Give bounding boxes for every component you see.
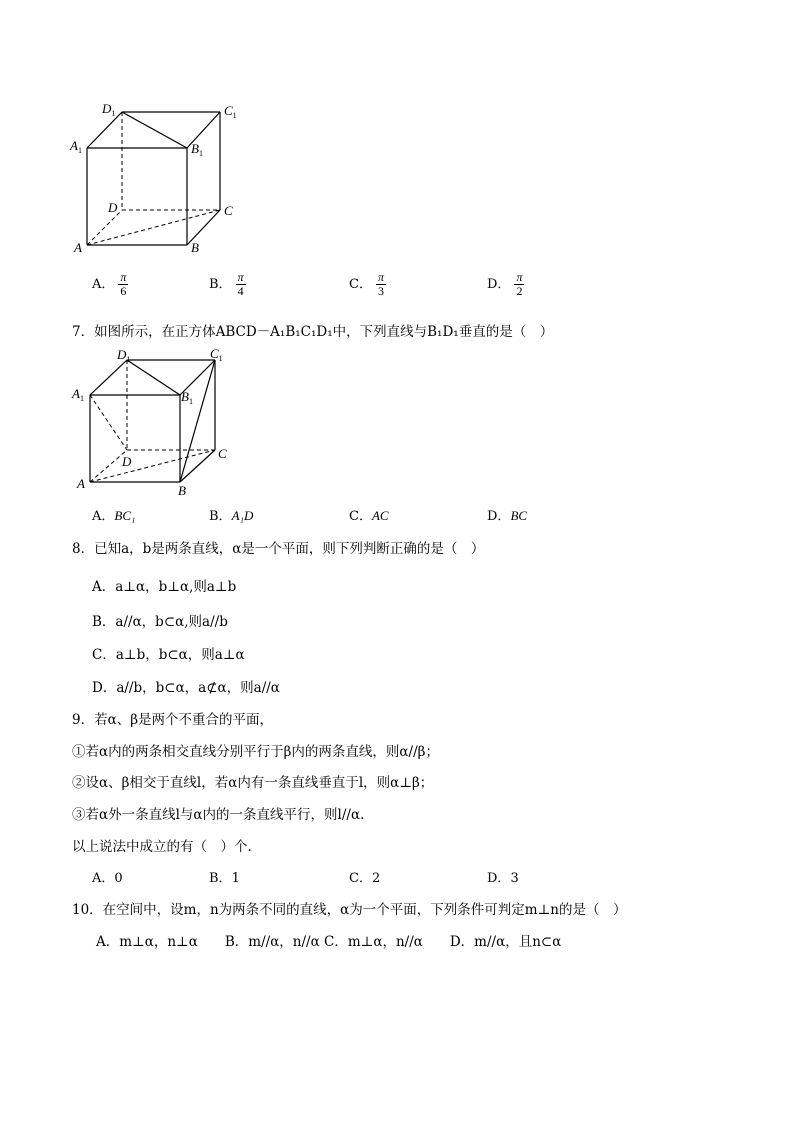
q9-stem: 9．若α、β是两个不重合的平面， <box>72 712 274 728</box>
cube-figure-q6 <box>60 95 260 260</box>
q8-stem: 8．已知a，b是两条直线，α是一个平面，则下列判断正确的是（ ） <box>72 541 485 557</box>
q9-option-b[interactable]: B．1 <box>209 871 240 886</box>
label-B: B <box>191 240 199 255</box>
q6-option-b[interactable]: B． $\frac{\pi}{4}$ <box>209 270 244 298</box>
q7-options <box>92 505 552 525</box>
q10-stem: 10．在空间中，设m，n为两条不同的直线，α为一个平面，下列条件可判定m⊥n的是（ ） <box>72 902 627 918</box>
q9-statement-1: ①若α内的两条相交直线分别平行于β内的两条直线，则α//β； <box>72 744 439 760</box>
label-C: C <box>224 203 233 218</box>
label-D1: $D_1$ <box>102 101 116 118</box>
q6-option-d[interactable]: D． $\frac{\pi}{2}$ <box>487 270 523 298</box>
q7-option-b[interactable]: B．A₁D <box>209 508 254 524</box>
q9-options <box>92 867 552 887</box>
label-A1: $A_1$ <box>70 138 82 155</box>
q6-options <box>92 271 552 305</box>
label-B1-q7: $B_1$ <box>181 389 193 406</box>
q7-option-d[interactable]: D．BC <box>487 508 528 524</box>
q6-option-c[interactable]: C． $\frac{\pi}{3}$ <box>349 270 384 298</box>
cube-figure-q7 <box>60 340 260 500</box>
q9-option-c[interactable]: C．2 <box>349 871 381 886</box>
q9-option-a[interactable]: A．0 <box>92 871 123 886</box>
label-B-q7: B <box>178 483 186 498</box>
label-C-q7: C <box>218 446 227 461</box>
q8-option-a[interactable]: A．a⊥α，b⊥α,则a⊥b <box>92 579 237 595</box>
q7-option-c[interactable]: C．AC <box>349 508 389 524</box>
q10-options[interactable]: A．m⊥α，n⊥α B．m//α，n//α C．m⊥α，n//α D．m//α，且n⊂α <box>96 934 562 950</box>
q9-statement-2: ②设α、β相交于直线l，若α内有一条直线垂直于l，则α⊥β； <box>72 775 434 791</box>
q9-question: 以上说法中成立的有（ ）个. <box>72 839 252 855</box>
q7-option-a[interactable]: A．BC₁ <box>92 508 136 524</box>
q9-statement-3: ③若α外一条直线l与α内的一条直线平行，则l//α. <box>72 807 365 823</box>
label-D: D <box>108 200 118 215</box>
q8-option-c[interactable]: C．a⊥b，b⊂α，则a⊥α <box>92 647 245 663</box>
cube-diagram-q7 <box>60 340 260 500</box>
q7-stem: 7．如图所示，在正方体ABCD－A₁B₁C₁D₁中，下列直线与B₁D₁垂直的是（ ） <box>72 324 554 340</box>
q9-option-d[interactable]: D．3 <box>487 871 519 886</box>
label-C1: $C_1$ <box>224 103 237 120</box>
label-A-q7: A <box>77 476 85 491</box>
label-D-q7: D <box>122 454 132 469</box>
label-A: A <box>74 240 82 255</box>
label-C1-q7: $C_1$ <box>210 346 223 363</box>
label-A1-q7: $A_1$ <box>72 386 84 403</box>
q8-option-b[interactable]: B．a//α，b⊂α,则a//b <box>92 614 228 630</box>
label-D1-q7: $D_1$ <box>117 347 131 364</box>
q8-option-d[interactable]: D．a//b，b⊂α，a⊄α，则a//α <box>92 680 280 696</box>
cube-diagram <box>60 95 260 260</box>
q6-option-a[interactable]: A． $\frac{\pi}{6}$ <box>92 270 127 298</box>
label-B1: $B_1$ <box>191 141 203 158</box>
